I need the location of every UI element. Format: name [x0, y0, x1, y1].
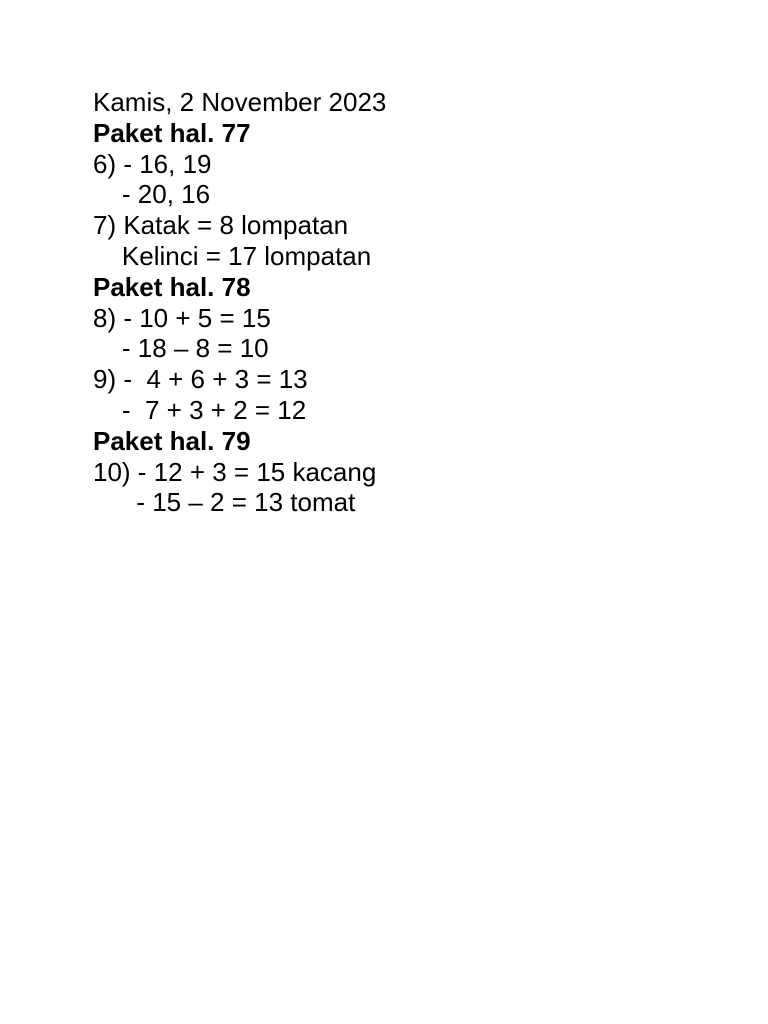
answer-line: - 20, 16 — [93, 179, 211, 210]
answer-line: 7) Katak = 8 lompatan — [93, 210, 349, 241]
section-heading-78: Paket hal. 78 — [93, 271, 251, 302]
answer-line: 6) - 16, 19 — [93, 148, 212, 179]
section-heading-77: Paket hal. 77 — [93, 117, 251, 148]
document-page — [93, 87, 733, 518]
answer-line: - 18 – 8 = 10 — [93, 333, 269, 364]
answer-line: 10) - 12 + 3 = 15 kacang — [93, 456, 377, 487]
section-heading-79: Paket hal. 79 — [93, 425, 251, 456]
answer-line: Kelinci = 17 lompatan — [93, 240, 372, 271]
answer-line: 9) - 4 + 6 + 3 = 13 — [93, 364, 308, 395]
answer-line: 8) - 10 + 5 = 15 — [93, 302, 271, 333]
date-line: Kamis, 2 November 2023 — [93, 87, 387, 117]
answer-line: - 7 + 3 + 2 = 12 — [93, 394, 307, 425]
answer-line: - 15 – 2 = 13 tomat — [93, 487, 356, 518]
